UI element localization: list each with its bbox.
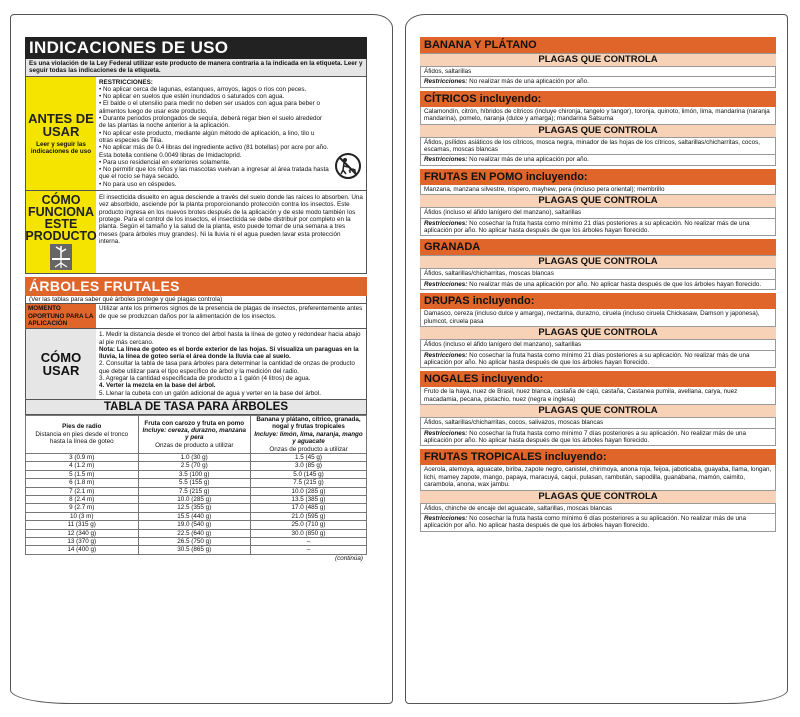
banana-pests: Áfidos, saltarillas [420, 67, 776, 77]
table-cell: 2.5 (70 g) [138, 462, 251, 470]
table-cell: 6 (1.8 m) [26, 479, 139, 487]
restriction-item: • No aplicar este producto, mediante algún método de aplicación, a lino, tilo u otras especies de Tilia. [99, 130, 329, 145]
restr-text: No cosechar la fruta hasta como mínimo 6 días posteriores a su aplicación. No realizar más de una aplicación por año. No aplicar hasta después de que los árboles hayan florecido. [424, 514, 747, 530]
table-cell: 9 (2.7 m) [26, 504, 139, 512]
banana-title: BANANA Y PLÁTANO [420, 37, 776, 53]
restr-text: No cosechar la fruta hasta como mínimo 21 días posteriores a su aplicación. No realizar más de una aplicación por año. No aplicar hasta después de que los árboles hayan florecido. [424, 351, 750, 366]
rate-table [25, 415, 367, 555]
restriction-item: • Para uso residencial en exteriores solamente. [99, 159, 329, 166]
momento-label: MOMENTO OPORTUNO PARA LA APLICACIÓN [26, 304, 96, 328]
drupas-restr [420, 351, 776, 369]
restriction-item: • No aplicar cerca de lagunas, estanques, arroyos, lagos o ríos con peces. [99, 86, 329, 93]
restr-label: Restricciones: [424, 219, 468, 227]
momento-text: Utilizar ante los primeros signos de la presencia de plagas de insectos, preferentemente antes de que se produzcan daños por la alimentación de los insectos. [99, 305, 363, 320]
nogales-title: NOGALES incluyendo: [420, 371, 776, 387]
tropicales-list: Acerola, atemoya, aguacate, biriba, zapote negro, canistel, chirimoya, anona roja, feijoa, jaboticaba, guayaba, llama, longan, lichi, mamey zapote, mango, papaya, maracuyá, caqui, pulasan, rambután, sapodilla, guanábana, mamón, caimito, carambola, anona, wax jambu. [420, 465, 776, 489]
rate-table-header [26, 415, 367, 453]
table-cell: 4 (1.2 m) [26, 462, 139, 470]
table-cell: – [251, 546, 367, 554]
drupas-list: Damasco, cereza (incluso dulce y amarga), nectarina, durazno, ciruela (incluso ciruela Chickasaw, Damson y japonesa), plumcot, ciruela pasa [420, 309, 776, 326]
table-cell: 3.0 (85 g) [251, 462, 367, 470]
como-usar-heading: CÓMO USAR [40, 350, 82, 379]
restricciones [96, 77, 366, 190]
granada-pests: Áfidos, saltarillas/chicharritas, moscas blancas [420, 269, 776, 279]
pomo-plagas-header: PLAGAS QUE CONTROLA [420, 194, 776, 208]
como-text: El insecticida disuelto en agua desciende a través del suelo donde las raíces lo absorben. Una vez absorbido, asciende por la planta proporcionando protección contra los insectos. Este producto ingresa en los nuevos brotes después de la aplicación y de este modo también los protege. Para el control de los insectos, el insecticida se debe distribuir por completo en la planta. Según el tamaño y la salud de la planta, esto puede tomar de una semana a tres meses (para árboles muy grandes). Ni la lluvia ni el agua pueden lavar esta protección interna. [99, 194, 363, 245]
right-page [405, 14, 788, 704]
nogales-restr [420, 429, 776, 447]
restricciones-list [99, 86, 363, 188]
table-row [26, 495, 367, 503]
antes-sub: Leer y seguir las indicaciones de uso [30, 140, 92, 155]
tropicales-plagas-header: PLAGAS QUE CONTROLA [420, 490, 776, 504]
rate-table-body [26, 453, 367, 554]
table-cell: – [251, 538, 367, 546]
restr-text: No cosechar la fruta hasta como mínimo 21 días posteriores a su aplicación. No realizar más de una aplicación por año. No aplicar hasta después de que los árboles hayan florecido. [424, 219, 750, 235]
table-cell: 21.0 (595 g) [251, 512, 367, 520]
restr-label: Restricciones: [424, 280, 468, 288]
drupas-pests: Áfidos (incluso el áfido lanígero del manzano), saltarillas [420, 340, 776, 350]
restr-text: No realizar más de una aplicación por año. [469, 78, 589, 86]
drupas-plagas-header: PLAGAS QUE CONTROLA [420, 326, 776, 340]
pomo-title: FRUTAS EN POMO incluyendo: [420, 169, 776, 185]
right-content [420, 37, 776, 705]
table-cell: 10.0 (285 g) [251, 487, 367, 495]
table-cell: 5.0 (145 g) [251, 470, 367, 478]
table-cell: 17.0 (485 g) [251, 504, 367, 512]
citricos-list: Calamondín, citrón, híbridos de cítricos (incluye chironja, tangelo y tangor), toronja, quinoto, limón, lima, mandarina (naranja mandarina), pomelo, naranja (dulce y amarga); mandarina Satsuma [420, 107, 776, 124]
step-item: 4. Verter la mezcla en la base del árbol. [99, 382, 216, 390]
table-cell: 5.5 (155 g) [138, 479, 251, 487]
table-row [26, 521, 367, 529]
table-cell: 13 (370 g) [26, 538, 139, 546]
restriction-item: • No aplicar más de 0.4 libras del ingrediente activo (81 botellas) por acre por año. Esta botella contiene 0.0049 libras de Imidacloprid. [99, 144, 329, 159]
citricos-restr [420, 155, 776, 165]
col3-header: Banana y plátano, cítrico, granada, nogal y frutas tropicales [256, 415, 361, 431]
restriction-item: • No permitir que los niños y las mascotas vuelvan a ingresar al área tratada hasta que el rocío se haya secado. [99, 166, 329, 181]
col2-sub: Onzas de producto a utilizar [155, 441, 234, 449]
momento-section [25, 304, 367, 329]
table-cell: 3.5 (100 g) [138, 470, 251, 478]
tropicales-pests: Áfidos, chinche de encaje del aguacate, saltarillas, moscas blancas [420, 504, 776, 514]
table-cell: 10 (3 m) [26, 512, 139, 520]
table-row [26, 479, 367, 487]
citricos-title: CÍTRICOS incluyendo: [420, 91, 776, 107]
restriction-item: • No aplicar en suelos que estén inundados o saturados con agua. [99, 93, 329, 100]
granada-plagas-header: PLAGAS QUE CONTROLA [420, 255, 776, 269]
restr-label: Restricciones: [424, 351, 468, 359]
left-content [25, 37, 367, 705]
table-cell: 11 (315 g) [26, 521, 139, 529]
nogales-plagas-header: PLAGAS QUE CONTROLA [420, 404, 776, 418]
plant-roots-icon [50, 244, 72, 270]
table-cell: 30.5 (865 g) [138, 546, 251, 554]
como-usar-label-box [26, 329, 96, 399]
col2-incl: Incluye: cereza, durazno, manzana y pera [142, 427, 247, 442]
antes-label-box [26, 77, 96, 190]
table-cell: 19.0 (540 g) [138, 521, 251, 529]
restr-text: No realizar más de una aplicación por año. No aplicar hasta después de que los árboles hayan florecido. [469, 280, 762, 288]
restr-label: Restricciones: [424, 514, 468, 522]
drupas-title: DRUPAS incluyendo: [420, 293, 776, 309]
pomo-restr [420, 219, 776, 237]
table-cell: 1.5 (45 g) [251, 453, 367, 461]
table-row [26, 453, 367, 461]
table-cell: 15.5 (440 g) [138, 512, 251, 520]
table-row [26, 462, 367, 470]
step-note: Nota: La línea de goteo es el borde exterior de las hojas. Si visualiza un paraguas en la lluvia, la línea de goteo sería el área donde la lluvia cae al suelo. [99, 345, 359, 361]
table-cell: 12 (340 g) [26, 529, 139, 537]
col3-incl: Incluye: limón, lima, naranja, mango y aguacate [254, 430, 363, 446]
table-cell: 25.0 (710 g) [251, 521, 367, 529]
violation-notice: Es una violación de la Ley Federal utilizar este producto de manera contraria a la indicada en la etiqueta. Leer y seguir todas las indicaciones de la etiqueta. [25, 59, 367, 77]
step-item: 2. Consultar la tabla de tasa para árboles para determinar la cantidad de onzas de producto que debe utilizar para el tipo específico de árbol y la medición del radio. [99, 360, 355, 375]
left-page [10, 14, 393, 704]
step-item: 1. Medir la distancia desde el tronco del árbol hasta la línea de goteo y redondear hacia abajo al pie más cercano. [99, 331, 361, 346]
tabla-title: TABLA DE TASA PARA ÁRBOLES [25, 400, 367, 415]
step-item: 5. Llenar la cubeta con un galón adicional de agua y verter en la base del árbol. [99, 389, 321, 397]
table-cell: 14 (400 g) [26, 546, 139, 554]
table-cell: 7.5 (215 g) [138, 487, 251, 495]
step-item: 3. Agregar la cantidad especificada de producto a 1 galón (4 litros) de agua. [99, 375, 311, 383]
como-usar-section [25, 329, 367, 400]
table-row [26, 487, 367, 495]
table-cell: 13.5 (385 g) [251, 495, 367, 503]
restr-label: Restricciones: [424, 429, 468, 437]
continua-label: (continúa) [334, 554, 363, 562]
col1-sub: Distancia en pies desde el tronco hasta la línea de goteo [35, 430, 129, 446]
restricciones-title: RESTRICCIONES: [99, 78, 153, 86]
antes-de-usar-section [25, 77, 367, 191]
como-funciona-section [25, 191, 367, 274]
tropicales-title: FRUTAS TROPICALES incluyendo: [420, 449, 776, 465]
restr-text: No cosechar la fruta hasta como mínimo 7 días posteriores a su aplicación. No realizar más de una aplicación por año. No aplicar hasta después de que los árboles hayan florecido. [424, 429, 747, 444]
table-row [26, 512, 367, 520]
como-usar-steps [96, 329, 366, 399]
citricos-pests: Áfidos, psílidos asiáticos de los cítricos, mosca negra, minador de las hojas de los cítricos, saltarillas/chicharritas, cocos, escamas, moscas blancas [420, 138, 776, 156]
restr-text: No realizar más de una aplicación por año. [469, 156, 589, 164]
table-cell: 1.0 (30 g) [138, 453, 251, 461]
como-label-box [26, 191, 96, 273]
table-cell: 22.5 (640 g) [138, 529, 251, 537]
table-row [26, 504, 367, 512]
table-cell: 10.0 (285 g) [138, 495, 251, 503]
table-row [26, 546, 367, 554]
restriction-item: • Durante periodos prolongados de sequía, deberá regar bien el suelo alrededor de las plantas la noche anterior a la aplicación. [99, 115, 329, 130]
como-heading: CÓMO FUNCIONA ESTE PRODUCTO [25, 193, 97, 244]
nogales-list: Fruto de la haya, nuez de Brasil, nuez blanca, castaña de cajú, castaña, Castanea pumila, avellana, carya, nuez macadamia, pecana, pistachio, nuez (negra e inglesa) [420, 387, 776, 404]
table-cell: 8 (2.4 m) [26, 495, 139, 503]
granada-restr [420, 280, 776, 290]
table-cell: 26.5 (750 g) [138, 538, 251, 546]
table-cell: 3 (0.9 m) [26, 453, 139, 461]
table-row [26, 538, 367, 546]
restr-label: Restricciones: [424, 78, 468, 86]
restriction-item: • El balde o el utensilio para medir no deben ser usados con agua para beber o alimentos luego de usar este producto. [99, 100, 329, 115]
table-cell: 12.5 (355 g) [138, 504, 251, 512]
table-row [26, 470, 367, 478]
table-cell: 7 (2.1 m) [26, 487, 139, 495]
table-row [26, 529, 367, 537]
no-children-pets-icon [334, 152, 362, 180]
antes-heading: ANTES DE USAR [28, 110, 94, 139]
table-cell: 5 (1.5 m) [26, 470, 139, 478]
table-cell: 30.0 (850 g) [251, 529, 367, 537]
banana-restr [420, 77, 776, 87]
citricos-plagas-header: PLAGAS QUE CONTROLA [420, 124, 776, 138]
col1-header: Pies de radio [62, 423, 102, 431]
table-cell: 7.5 (215 g) [251, 479, 367, 487]
nogales-pests: Áfidos, saltarillas/chicharritas, cocos, salivazos, moscas blancas [420, 418, 776, 428]
arboles-heading: ÁRBOLES FRUTALES [25, 277, 367, 296]
indicaciones-title: INDICACIONES DE USO [25, 37, 367, 59]
restriction-item: • No para uso en céspedes. [99, 181, 329, 188]
restr-label: Restricciones: [424, 156, 468, 164]
banana-plagas-header: PLAGAS QUE CONTROLA [420, 53, 776, 67]
pomo-pests: Áfidos (incluso el áfido lanígero del manzano), saltarillas [420, 208, 776, 218]
tropicales-restr [420, 514, 776, 532]
arboles-note: (Ver las tablas para saber qué árboles protege y qué plagas controla) [25, 296, 367, 304]
col3-sub: Onzas de producto a utilizar [269, 445, 348, 453]
col2-header: Fruta con carozo y fruta en pomo [144, 419, 245, 427]
pomo-list: Manzana, manzana silvestre, níspero, mayhew, pera (incluso pera oriental); membrillo [420, 185, 776, 194]
granada-title: GRANADA [420, 239, 776, 255]
